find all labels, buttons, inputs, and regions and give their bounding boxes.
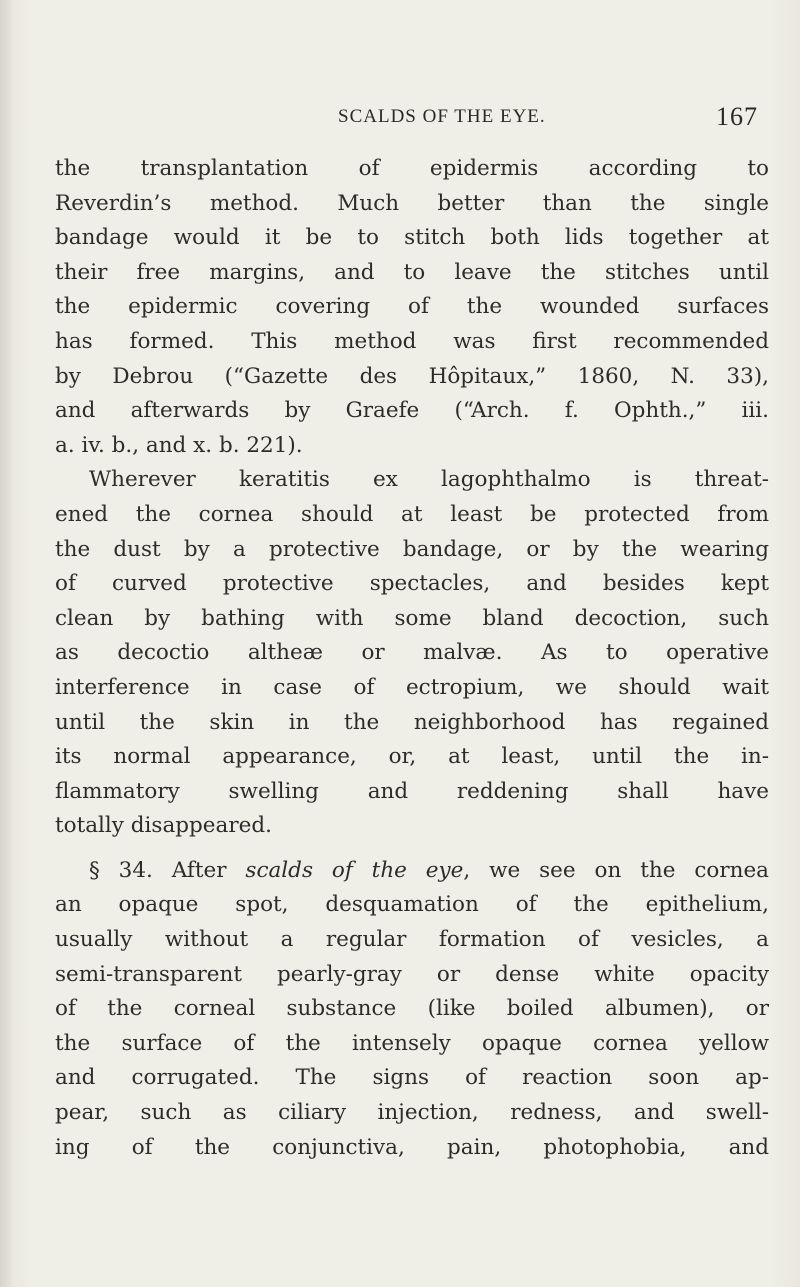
text-line: of the corneal substance (like boiled albumen), or	[55, 996, 769, 1022]
text-line: ing of the conjunctiva, pain, photophobia, and	[55, 1134, 769, 1160]
text-line: the epidermic covering of the wounded surfaces	[55, 294, 769, 320]
paragraph	[55, 854, 769, 1165]
page-number: 167	[716, 102, 758, 131]
section-lead: § 34. After	[89, 857, 246, 883]
text-line: semi-transparent pearly-gray or dense white opacity	[55, 961, 769, 987]
text-line: interference in case of ectropium, we should wait	[55, 674, 769, 700]
section-lead-line	[55, 854, 769, 889]
text-line: Wherever keratitis ex lagophthalmo is threat-	[89, 467, 769, 493]
page-spine-shadow	[0, 0, 14, 1287]
text-line: the dust by a protective bandage, or by the wearing	[55, 536, 769, 562]
text-line: Reverdin’s method. Much better than the single	[55, 190, 769, 216]
text-line: the transplantation of epidermis according to	[55, 156, 769, 181]
text-line: usually without a regular formation of vesicles, a	[55, 927, 769, 953]
text-line: until the skin in the neighborhood has regained	[55, 709, 769, 735]
text-line: has formed. This method was first recommended	[55, 328, 769, 354]
text-line: by Debrou (“Gazette des Hôpitaux,” 1860, N. 33),	[55, 363, 769, 389]
text-line: bandage would it be to stitch both lids together at	[55, 225, 769, 251]
text-line: totally disappeared.	[55, 813, 272, 839]
text-line: its normal appearance, or, at least, until the in-	[55, 744, 769, 770]
paragraph-gap	[55, 844, 769, 854]
paragraph	[55, 152, 769, 463]
section-italic-term: scalds of the eye	[245, 857, 464, 883]
body-text	[55, 152, 769, 1165]
text-line: pear, such as ciliary injection, redness, and swell-	[55, 1100, 769, 1126]
text-line: clean by bathing with some bland decoction, such	[55, 605, 769, 631]
text-line: and corrugated. The signs of reaction soon ap-	[55, 1065, 769, 1091]
running-head	[0, 102, 800, 132]
text-line: an opaque spot, desquamation of the epithelium,	[55, 892, 769, 918]
text-line: their free margins, and to leave the stitches until	[55, 259, 769, 285]
text-line: of curved protective spectacles, and besides kept	[55, 571, 769, 597]
text-line: ened the cornea should at least be protected from	[55, 501, 769, 527]
running-title: SCALDS OF THE EYE.	[338, 106, 546, 127]
text-line: flammatory swelling and reddening shall have	[55, 778, 769, 804]
text-line: the surface of the intensely opaque cornea yellow	[55, 1030, 769, 1056]
paragraph	[55, 463, 769, 844]
text-line: a. iv. b., and x. b. 221).	[55, 432, 303, 458]
text-line: as decoctio altheæ or malvæ. As to operative	[55, 640, 769, 666]
section-lead-rest: , we see on the cornea	[463, 857, 769, 883]
text-line: and afterwards by Graefe (“Arch. f. Ophth.,” iii.	[55, 398, 769, 424]
